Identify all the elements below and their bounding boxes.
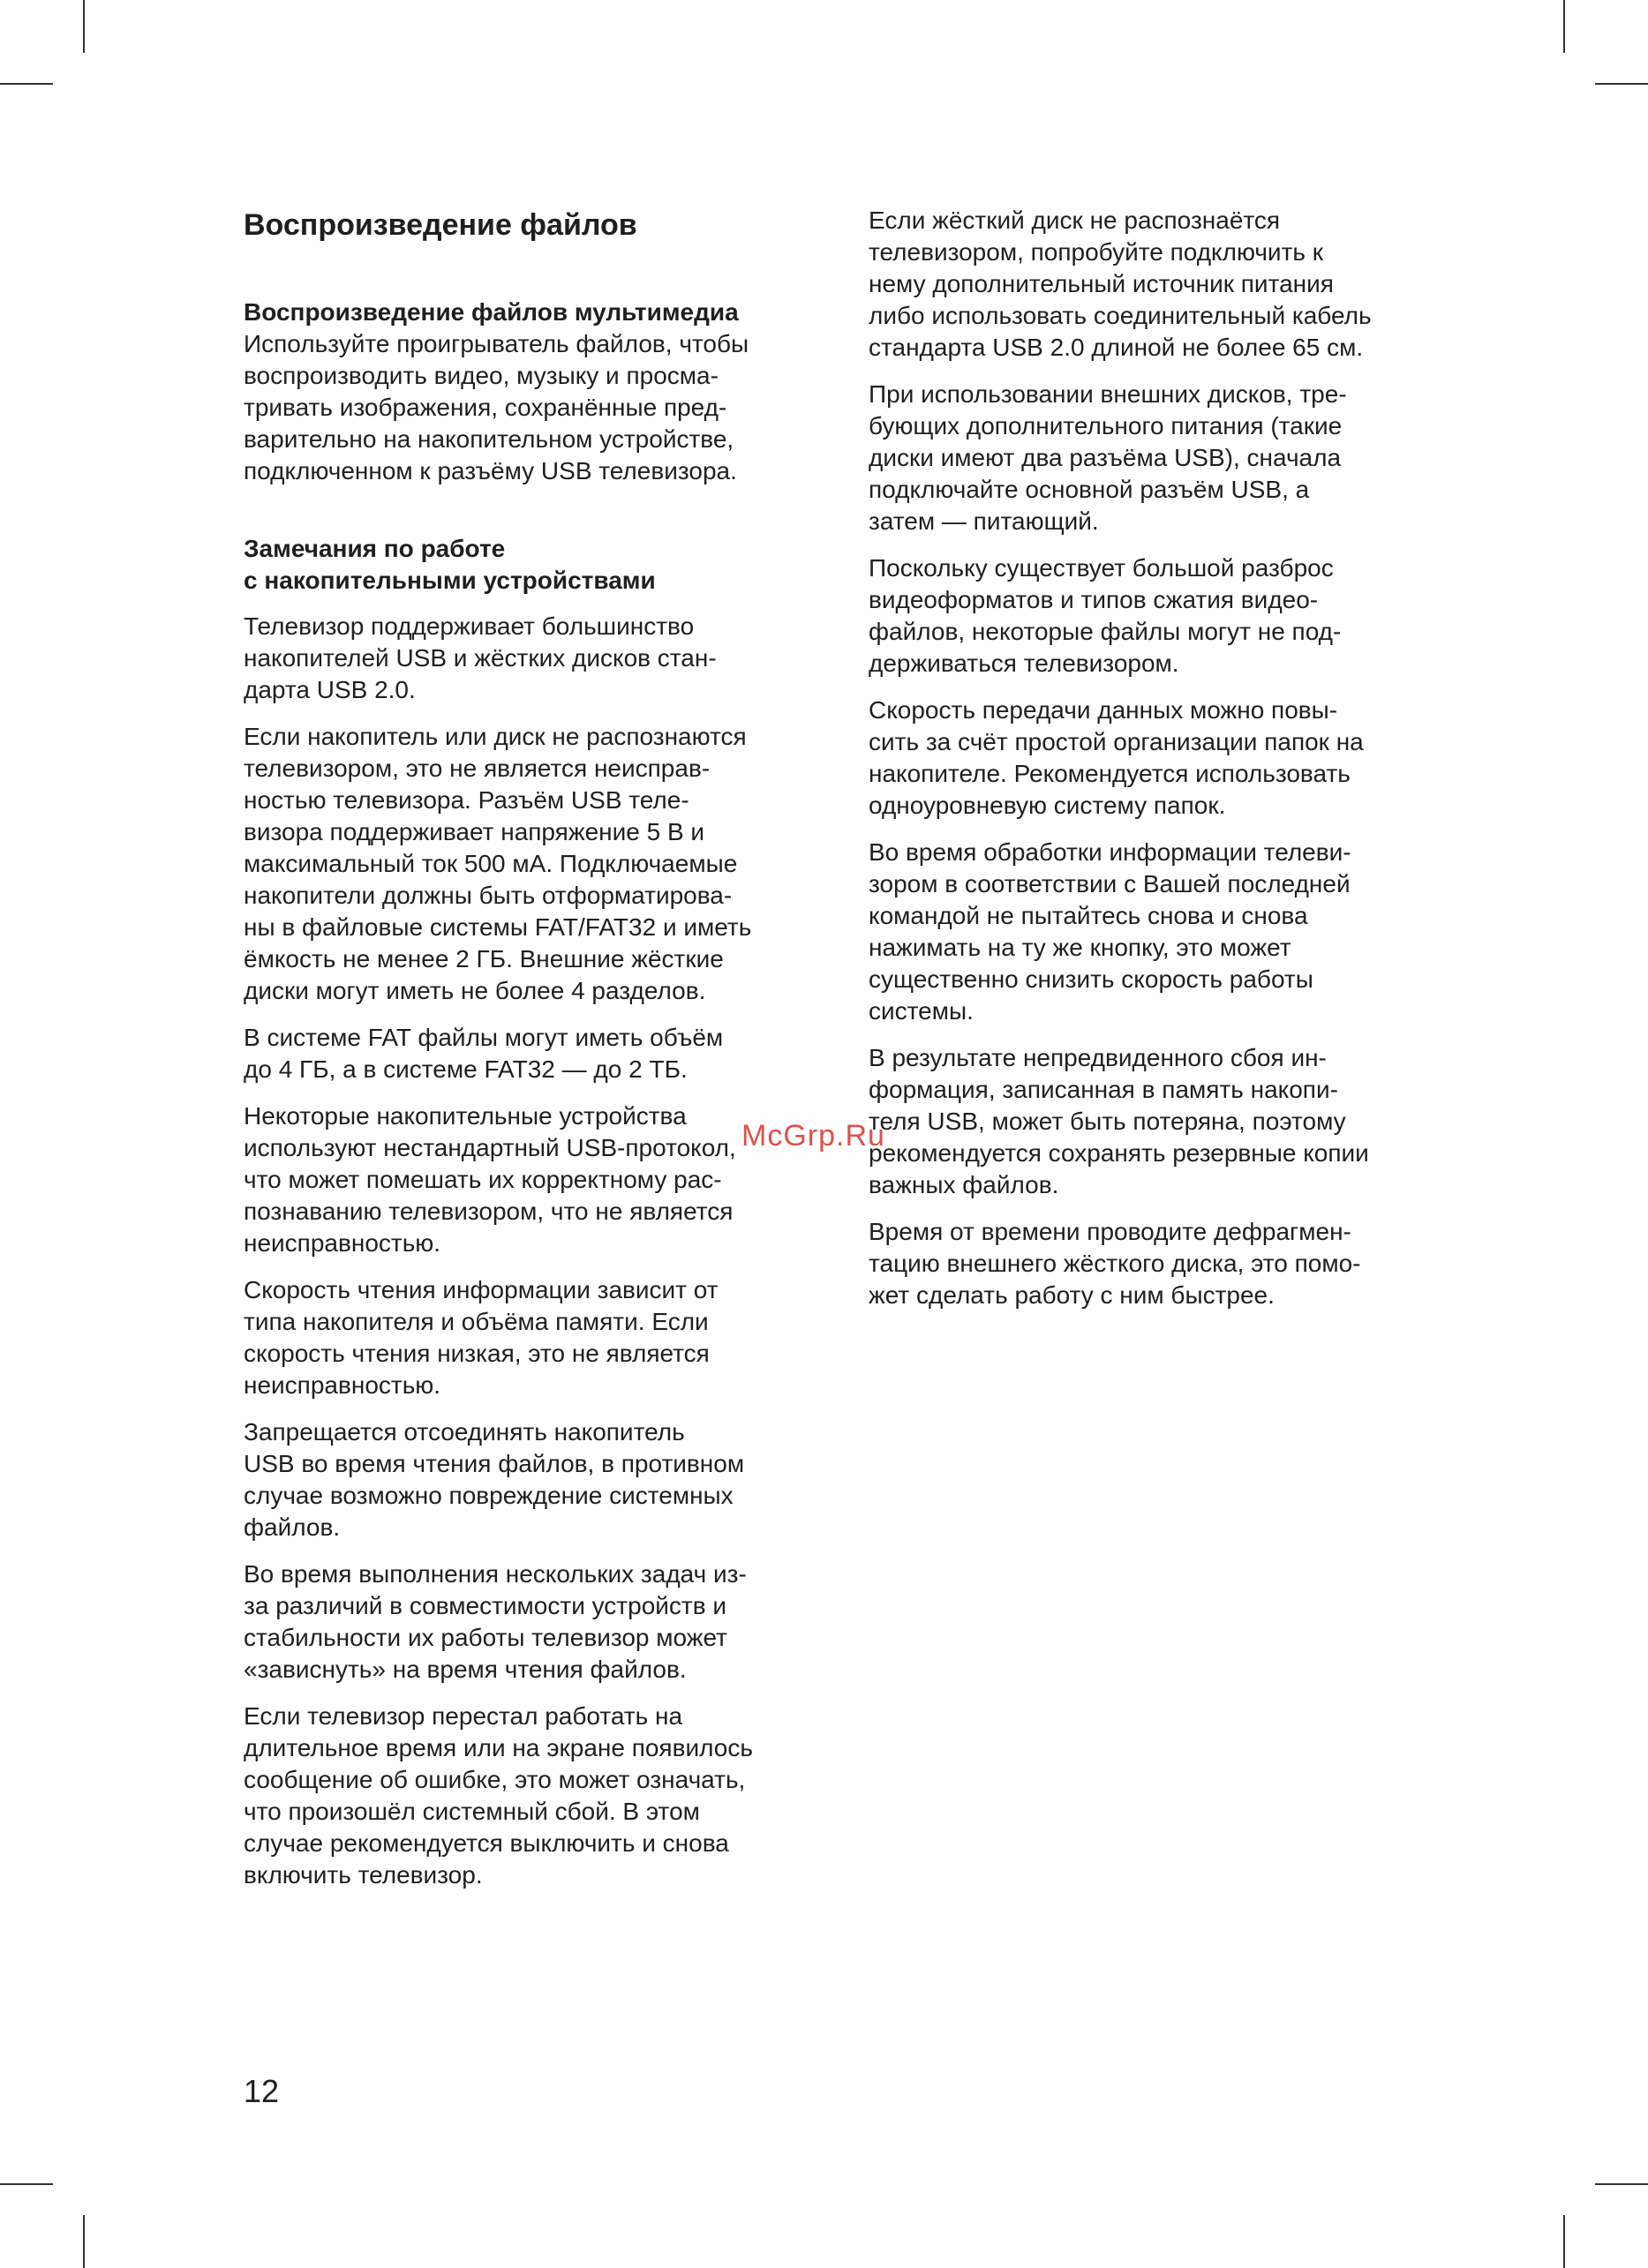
paragraph: Некоторые накопительные устройства используют нестандартный USB-протокол, что может помешать их корректному рас- познаванию телевизором, что не является неисправностью. [244, 1102, 736, 1257]
page-title: Воспроизведение файлов [244, 208, 637, 242]
section-heading-multimedia: Воспроизведение файлов мультимедиа [244, 298, 739, 326]
paragraph: При использовании внешних дисков, тре- бующих дополнительного питания (такие диски имеют два разъёма USB), сначала подключайте основной разъём USB, а затем — питающий. [869, 380, 1347, 535]
crop-mark-bottom-left-vertical [83, 2215, 85, 2268]
paragraph: Если телевизор перестал работать на длительное время или на экране появилось сообщение об ошибке, это может означать, что произошёл системный сбой. В этом случае рекомендуется выключить и снова включить телевизор. [244, 1702, 753, 1889]
page-number: 12 [244, 2073, 280, 2109]
crop-mark-bottom-right-vertical [1563, 2215, 1565, 2268]
paragraph: Запрещается отсоединять накопитель USB во время чтения файлов, в противном случае возможно повреждение системных файлов. [244, 1418, 745, 1541]
paragraph: Во время обработки информации телеви- зором в соответствии с Вашей последней командой не пытайтесь снова и снова нажимать на ту же кнопку, это может существенно снизить скорость работы системы. [869, 838, 1351, 1025]
paragraph: Скорость передачи данных можно повы- сить за счёт простой организации папок на накопителе. Рекомендуется использовать одноуровневую систему папок. [869, 696, 1364, 819]
right-column [869, 205, 1478, 1326]
crop-mark-top-left-horizontal [0, 83, 53, 85]
section-heading-line-2: с накопительными устройствами [244, 567, 656, 594]
paragraph: Телевизор поддерживает большинство накопителей USB и жёстких дисков стан- дарта USB 2.0. [244, 612, 717, 703]
paragraph: Время от времени проводите дефрагмен- тацию внешнего жёсткого диска, это помо- жет сделать работу с ним быстрее. [869, 1218, 1361, 1309]
left-column [244, 205, 853, 1906]
paragraph: Скорость чтения информации зависит от типа накопителя и объёма памяти. Если скорость чтения низкая, это не является неисправностью. [244, 1276, 719, 1399]
section-text-multimedia: Используйте проигрыватель файлов, чтобы воспроизводить видео, музыку и просма- тривать изображения, сохранённые пред- варительно на накопительном устройстве, подключенном к разъёму USB телевизора. [244, 330, 749, 484]
paragraph: Поскольку существует большой разброс видеоформатов и типов сжатия видео- файлов, некоторые файлы могут не под- держиваться телевизором. [869, 554, 1342, 677]
paragraph: В системе FAT файлы могут иметь объём до 4 ГБ, а в системе FAT32 — до 2 ТБ. [244, 1024, 724, 1083]
section-heading-line-1: Замечания по работе [244, 535, 506, 562]
paragraph: В результате непредвиденного сбоя ин- формация, записанная в память накопи- теля USB, может быть потеряна, поэтому рекомендуется сохранять резервные копии важных файлов. [869, 1044, 1369, 1198]
paragraph: Если жёсткий диск не распознаётся телевизором, попробуйте подключить к нему дополнительный источник питания либо использовать соединительный кабель стандарта USB 2.0 длиной не более 65 см. [869, 207, 1372, 361]
watermark: McGrp.Ru [741, 1119, 885, 1153]
crop-mark-top-right-vertical [1563, 0, 1565, 53]
crop-mark-top-left-vertical [83, 0, 85, 53]
paragraph: Если накопитель или диск не распознаются телевизором, это не является неисправ- ностью телевизора. Разъём USB теле- визора поддерживает напряжение 5 В и максимальный ток 500 мА. Подключаемые накопители должны быть отформатирова- ны в файловые системы FAT/FAT32 и иметь ёмкость не менее 2 ГБ. Внешние жёсткие диски могут иметь не более 4 разделов. [244, 723, 752, 1004]
paragraph: Во время выполнения нескольких задач из- за различий в совместимости устройств и стабильности их работы телевизор может «зависнуть» на время чтения файлов. [244, 1560, 747, 1683]
crop-mark-top-right-horizontal [1595, 83, 1648, 85]
crop-mark-bottom-left-horizontal [0, 2183, 53, 2185]
crop-mark-bottom-right-horizontal [1595, 2183, 1648, 2185]
section-heading-storage-notes [244, 533, 853, 597]
